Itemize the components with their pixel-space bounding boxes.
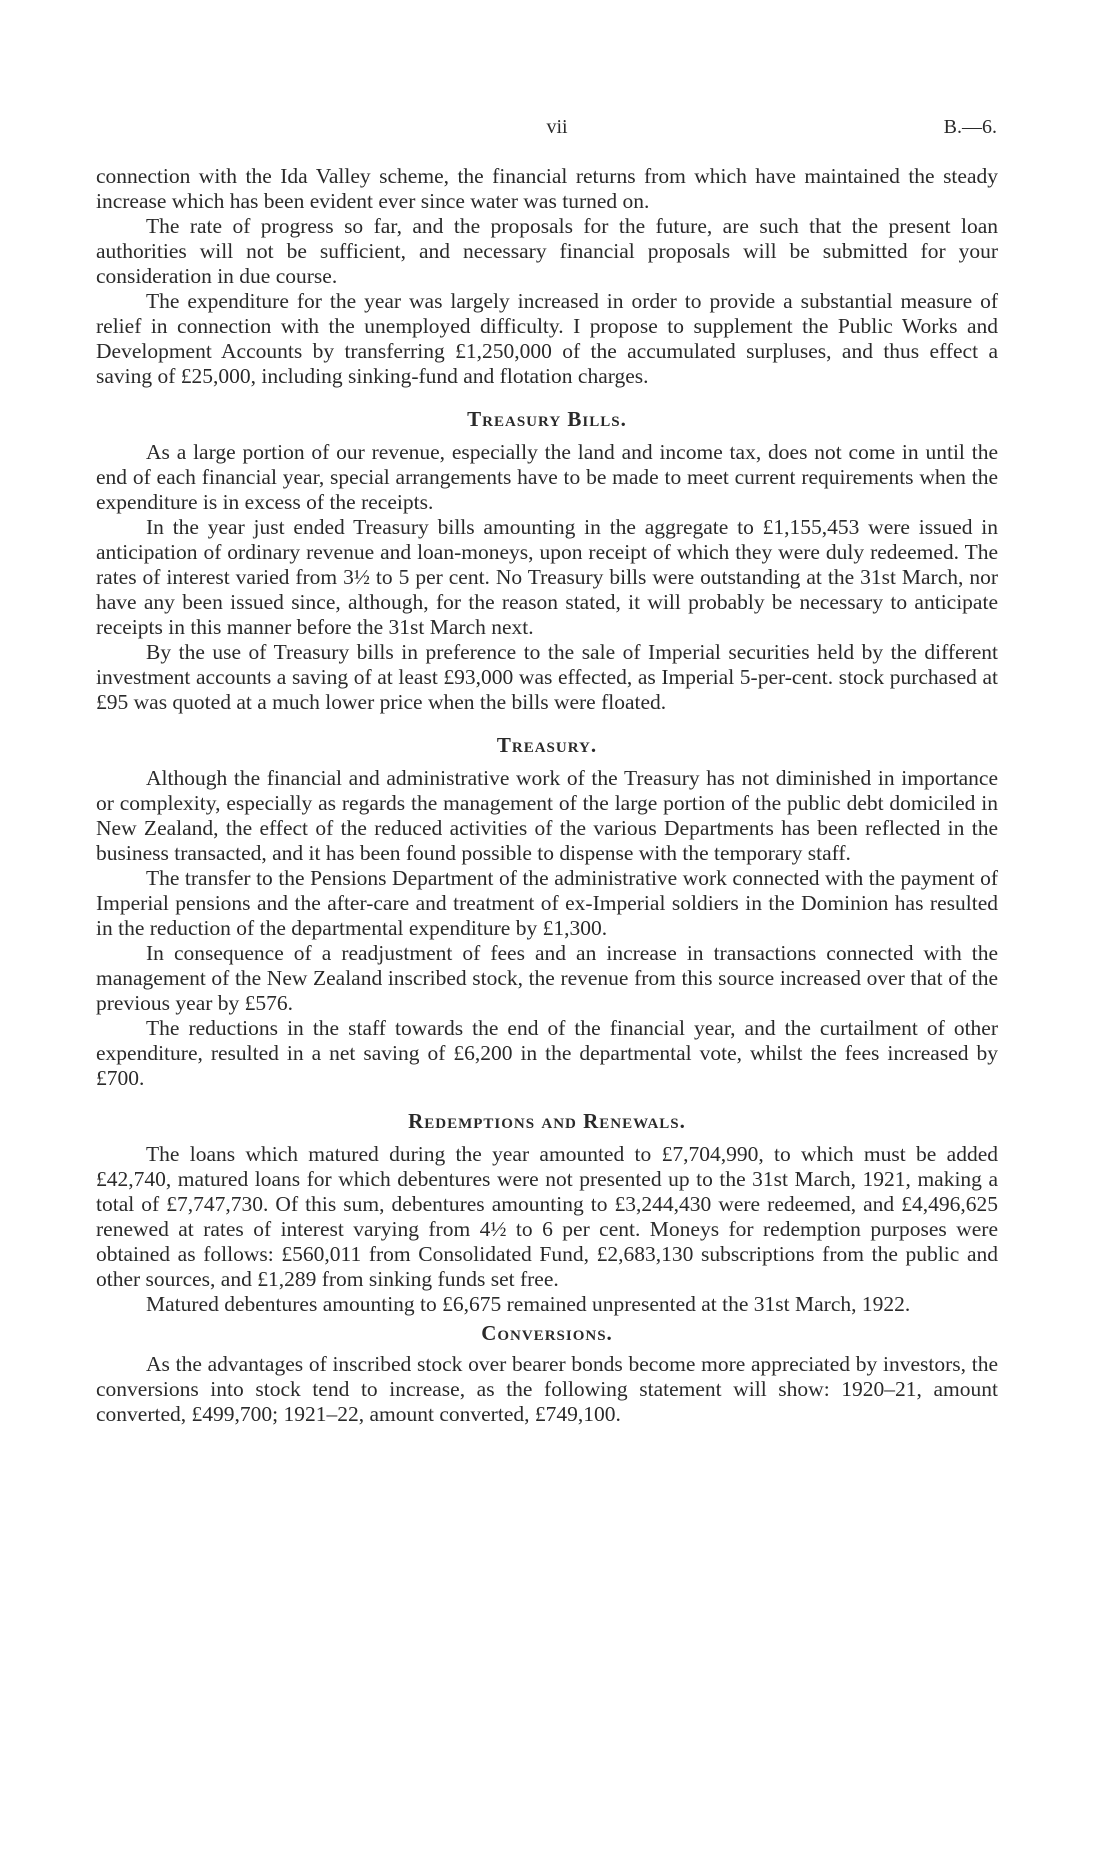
paragraph: By the use of Treasury bills in preference to the sale of Imperial securities held by the different investment accounts a saving of at least £93,000 was effected, as Imperial 5-per-cent. stock purchased at £95 was quoted at a much lower price when the bills were floated. (96, 640, 998, 714)
document-reference: B.—6. (943, 116, 997, 138)
section-heading-conversions: Conversions. (481, 1321, 613, 1345)
paragraph: The rate of progress so far, and the proposals for the future, are such that the present loan authorities will not be sufficient, and necessary financial proposals will be submitted for your consideration in due course. (96, 214, 998, 288)
paragraph: As the advantages of inscribed stock over bearer bonds become more appreciated by investors, the conversions into stock tend to increase, as the following statement will show: 1920–21, amount converted, £499,700; 1921–22, amount converted, £749,100. (96, 1352, 998, 1426)
section-heading-redemptions-and-renewals: Redemptions and Renewals. (408, 1109, 686, 1133)
paragraph: The transfer to the Pensions Department of the administrative work connected with the payment of Imperial pensions and the after-care and treatment of ex-Imperial soldiers in the Dominion has resulted in the reduction of the departmental expenditure by £1,300. (96, 866, 998, 940)
paragraph: As a large portion of our revenue, especially the land and income tax, does not come in until the end of each financial year, special arrangements have to be made to meet current requirements when the expenditure is in excess of the receipts. (96, 440, 998, 514)
page-number: vii (546, 116, 568, 138)
paragraph: connection with the Ida Valley scheme, the financial returns from which have maintained the steady increase which has been evident ever since water was turned on. (96, 164, 998, 213)
document-body (96, 164, 998, 1427)
paragraph: The reductions in the staff towards the end of the financial year, and the curtailment of other expenditure, resulted in a net saving of £6,200 in the departmental vote, whilst the fees increased by £700. (96, 1016, 998, 1090)
paragraph: Although the financial and administrative work of the Treasury has not diminished in importance or complexity, especially as regards the management of the large portion of the public debt domiciled in New Zealand, the effect of the reduced activities of the various Departments has been reflected in the business transacted, and it has been found possible to dispense with the temporary staff. (96, 766, 998, 865)
section-heading-treasury-bills: Treasury Bills. (467, 407, 627, 431)
paragraph: In consequence of a readjustment of fees and an increase in transactions connected with the management of the New Zealand inscribed stock, the revenue from this source increased over that of the previous year by £576. (96, 941, 998, 1015)
paragraph: The expenditure for the year was largely increased in order to provide a substantial measure of relief in connection with the unemployed difficulty. I propose to supplement the Public Works and Development Accounts by transferring £1,250,000 of the accumulated surpluses, and thus effect a saving of £25,000, including sinking-fund and flotation charges. (96, 289, 998, 388)
page-header (0, 116, 1114, 146)
paragraph: In the year just ended Treasury bills amounting in the aggregate to £1,155,453 were issued in anticipation of ordinary revenue and loan-moneys, upon receipt of which they were duly redeemed. The rates of interest varied from 3½ to 5 per cent. No Treasury bills were outstanding at the 31st March, nor have any been issued since, although, for the reason stated, it will probably be necessary to anticipate receipts in this manner before the 31st March next. (96, 515, 998, 639)
section-heading-treasury: Treasury. (496, 733, 598, 757)
paragraph: Matured debentures amounting to £6,675 remained unpresented at the 31st March, 1922. (146, 1292, 911, 1316)
paragraph: The loans which matured during the year amounted to £7,704,990, to which must be added £42,740, matured loans for which debentures were not presented up to the 31st March, 1921, making a total of £7,747,730. Of this sum, debentures amounting to £3,244,430 were redeemed, and £4,496,625 renewed at rates of interest varying from 4½ to 6 per cent. Moneys for redemption purposes were obtained as follows: £560,011 from Consolidated Fund, £2,683,130 subscriptions from the public and other sources, and £1,289 from sinking funds set free. (96, 1142, 998, 1291)
